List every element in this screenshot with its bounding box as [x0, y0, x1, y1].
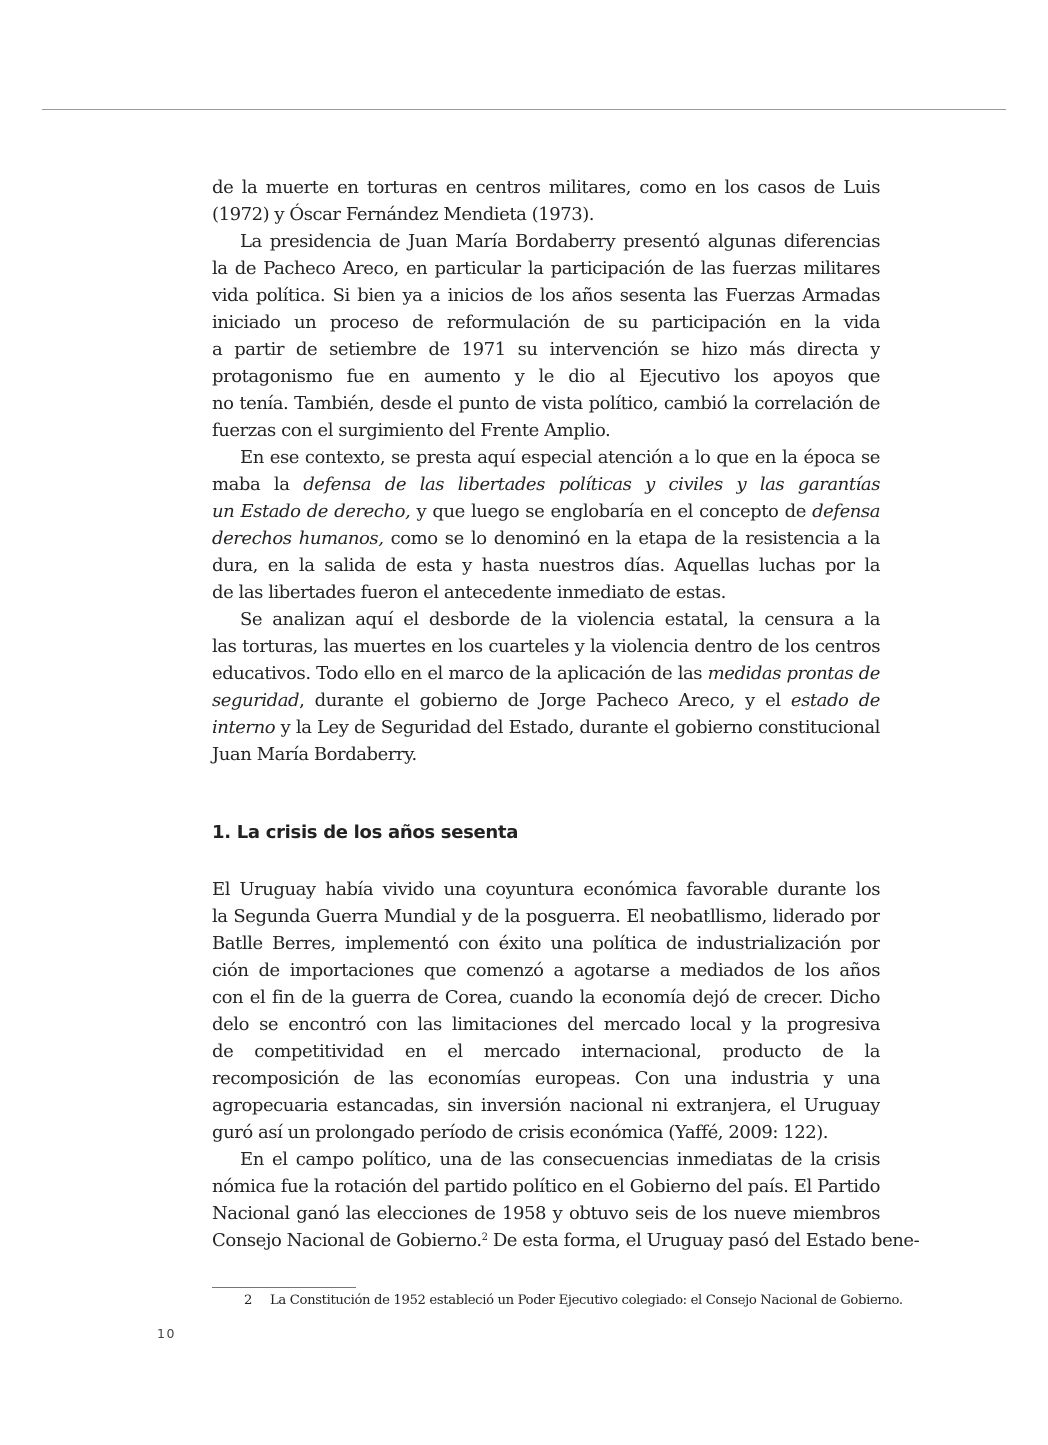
- text-span: recomposición de las economías europeas. Con una industria y una: [212, 1068, 880, 1089]
- italic-span: seguridad: [212, 690, 300, 711]
- text-span: guró así un prolongado período de crisis económica (Yaffé, 2009: 122).: [212, 1122, 829, 1143]
- text-line: [212, 1146, 880, 1173]
- text-span: las torturas, las muertes en los cuarteles y la violencia dentro de los centros: [212, 636, 880, 657]
- header-rule: [42, 109, 1006, 110]
- section-heading: 1. La crisis de los años sesenta: [212, 822, 519, 843]
- footnote-rule: [212, 1287, 356, 1288]
- text-line: [212, 525, 880, 552]
- italic-span: estado de: [790, 690, 880, 711]
- text-line: [212, 1173, 880, 1200]
- text-line: [212, 1092, 880, 1119]
- text-line: [212, 255, 880, 282]
- italic-span: defensa: [812, 501, 880, 522]
- text-span: Nacional ganó las elecciones de 1958 y obtuvo seis de los nueve miembros: [212, 1203, 880, 1224]
- text-span: (1972) y Óscar Fernández Mendieta (1973).: [212, 204, 595, 225]
- text-span: En el campo político, una de las consecuencias inmediatas de la crisis: [240, 1149, 880, 1170]
- text-line: [212, 336, 880, 363]
- text-span: La presidencia de Juan María Bordaberry presentó algunas diferencias: [240, 231, 880, 252]
- italic-span: interno: [212, 717, 276, 738]
- text-line: [212, 741, 880, 768]
- text-span: , durante el gobierno de Jorge Pacheco Areco, y el: [299, 690, 791, 711]
- body-text-top: [212, 174, 880, 768]
- text-line: [212, 444, 880, 471]
- paragraph: [212, 876, 880, 1146]
- italic-span: defensa de las libertades políticas y civiles y las garantías: [303, 474, 880, 495]
- text-span: de competitividad en el mercado internacional, producto de la: [212, 1041, 880, 1062]
- text-line: [212, 1200, 880, 1227]
- text-span: De esta forma, el Uruguay pasó del Estado bene-: [487, 1230, 920, 1251]
- text-span: con el fin de la guerra de Corea, cuando la economía dejó de crecer. Dicho: [212, 987, 880, 1008]
- text-line: [212, 606, 880, 633]
- text-line: [212, 552, 880, 579]
- text-line: [212, 228, 880, 255]
- text-span: la de Pacheco Areco, en particular la participación de las fuerzas militares: [212, 258, 880, 279]
- paragraph: [212, 606, 880, 768]
- text-span: Batlle Berres, implementó con éxito una política de industrialización por: [212, 933, 880, 954]
- text-span: agropecuaria estancadas, sin inversión nacional ni extranjera, el Uruguay: [212, 1095, 880, 1116]
- text-span: El Uruguay había vivido una coyuntura económica favorable durante los: [212, 879, 880, 900]
- text-span: y la Ley de Seguridad del Estado, durante el gobierno constitucional: [280, 717, 880, 738]
- text-line: [212, 471, 880, 498]
- text-line: [212, 174, 880, 201]
- italic-span: derechos humanos,: [212, 528, 384, 549]
- italic-span: un Estado de derecho,: [212, 501, 411, 522]
- text-line: [212, 498, 880, 525]
- footnote-text: La Constitución de 1952 estableció un Poder Ejecutivo colegiado: el Consejo Nacional de Gobierno.: [270, 1293, 903, 1308]
- text-span: y que luego se englobaría en el concepto de: [410, 501, 813, 522]
- text-line: [212, 390, 880, 417]
- text-line: [212, 1065, 880, 1092]
- text-span: Juan María Bordaberry.: [212, 744, 417, 765]
- text-line: [212, 363, 880, 390]
- text-line: [212, 930, 880, 957]
- text-line: [212, 1119, 880, 1146]
- text-line: [212, 417, 880, 444]
- text-span: de las libertades fueron el antecedente inmediato de estas.: [212, 582, 726, 603]
- text-span: como se lo denominó en la etapa de la resistencia a la: [390, 528, 880, 549]
- text-span: iniciado un proceso de reformulación de su participación en la vida: [212, 312, 880, 333]
- text-span: En ese contexto, se presta aquí especial atención a lo que en la época se: [240, 447, 880, 468]
- body-text-bottom: [212, 876, 920, 1254]
- text-span: Consejo Nacional de Gobierno.: [212, 1230, 482, 1251]
- text-line: [212, 633, 880, 660]
- text-line: [212, 957, 880, 984]
- page-number: 10: [157, 1326, 176, 1341]
- text-span: la Segunda Guerra Mundial y de la posguerra. El neobatllismo, liderado por: [212, 906, 880, 927]
- text-line: [212, 1038, 880, 1065]
- italic-span: medidas prontas de: [707, 663, 880, 684]
- text-line: [212, 309, 880, 336]
- text-span: no tenía. También, desde el punto de vista político, cambió la correlación de: [212, 393, 880, 414]
- text-line: [212, 876, 880, 903]
- text-span: nómica fue la rotación del partido político en el Gobierno del país. El Partido: [212, 1176, 880, 1197]
- text-span: ción de importaciones que comenzó a agotarse a mediados de los años: [212, 960, 880, 981]
- text-line: [212, 714, 880, 741]
- paragraph: [212, 1146, 920, 1254]
- text-line: [212, 903, 880, 930]
- text-span: dura, en la salida de esta y hasta nuestros días. Aquellas luchas por la: [212, 555, 880, 576]
- footnote-ref: 2: [481, 1232, 488, 1243]
- text-span: a partir de setiembre de 1971 su intervención se hizo más directa y: [212, 339, 880, 360]
- text-line: [212, 201, 880, 228]
- text-span: vida política. Si bien ya a inicios de los años sesenta las Fuerzas Armadas: [212, 285, 880, 306]
- text-line: [212, 579, 880, 606]
- text-line: [212, 687, 880, 714]
- text-span: fuerzas con el surgimiento del Frente Amplio.: [212, 420, 611, 441]
- text-line: [212, 660, 880, 687]
- text-span: delo se encontró con las limitaciones del mercado local y la progresiva: [212, 1014, 880, 1035]
- paragraph: [212, 228, 880, 444]
- text-line: [212, 1227, 920, 1254]
- paragraph: [212, 444, 880, 606]
- text-span: protagonismo fue en aumento y le dio al Ejecutivo los apoyos que: [212, 366, 880, 387]
- text-line: [212, 282, 880, 309]
- footnote: [244, 1293, 903, 1308]
- text-line: [212, 984, 880, 1011]
- text-span: de la muerte en torturas en centros militares, como en los casos de Luis: [212, 177, 880, 198]
- text-line: [212, 1011, 880, 1038]
- text-span: Se analizan aquí el desborde de la violencia estatal, la censura a la: [240, 609, 880, 630]
- text-span: maba la: [212, 474, 304, 495]
- text-span: educativos. Todo ello en el marco de la aplicación de las: [212, 663, 708, 684]
- paragraph: [212, 174, 880, 228]
- footnote-number: 2: [244, 1293, 253, 1308]
